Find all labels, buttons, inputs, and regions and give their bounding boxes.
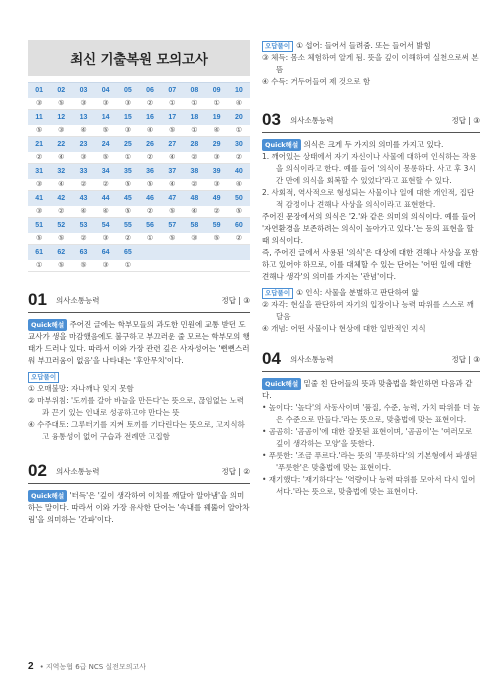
- question-number: 01: [28, 290, 47, 309]
- question-number-cell: 36: [139, 164, 161, 179]
- answer-cell: ④: [161, 179, 183, 191]
- question-number-cell: 23: [72, 137, 94, 152]
- left-column: [28, 40, 250, 526]
- answer-cell: ④: [206, 125, 228, 137]
- question-number-cell: 33: [72, 164, 94, 179]
- option-item: ② 마부위침: '도끼를 갈아 바늘을 만든다'는 뜻으로, 끊임없는 노력과 끈기 있는 인내로 성공하고야 만다는 뜻: [28, 396, 244, 417]
- question-number-cell: 20: [228, 110, 250, 125]
- answer-cell: ⑤: [161, 233, 183, 245]
- question-number-cell: 18: [183, 110, 205, 125]
- question-number-cell: 55: [117, 218, 139, 233]
- question-category: 의사소통능력: [290, 354, 334, 364]
- answer-cell: ③: [50, 125, 72, 137]
- question-category: 의사소통능력: [56, 466, 100, 476]
- question-number: 03: [262, 110, 281, 129]
- answer-cell: ③: [28, 206, 50, 218]
- section-02: [28, 461, 250, 526]
- question-number-cell: 11: [28, 110, 50, 125]
- question-number-cell: 09: [206, 83, 228, 98]
- question-number-cell: 01: [28, 83, 50, 98]
- footer-text: • 지역농협 6급 NCS 실전모의고사: [39, 662, 146, 671]
- answer-table-answer-row: [28, 98, 250, 110]
- answer-cell: ②: [28, 152, 50, 164]
- answer-cell: ①: [28, 260, 50, 272]
- continued-explanation: [262, 40, 480, 88]
- answer-table-answer-row: [28, 125, 250, 137]
- answer-cell: ③: [95, 260, 117, 272]
- question-number-cell: 14: [95, 110, 117, 125]
- answer-cell: ⑤: [28, 125, 50, 137]
- explanation: [262, 139, 480, 335]
- question-number-cell: 56: [139, 218, 161, 233]
- section-header: [28, 290, 250, 313]
- page-footer: [28, 661, 146, 672]
- answer-cell: ⑤: [161, 206, 183, 218]
- explanation-text: 주어진 글에는 학부모들의 과도한 민원에 교통 받던 도교사가 생을 마감했음에도 불구하고 부끄러운 줄 모르는 학부모의 행태가 드러나 있다. 따라서 이와 가장 관련 깊은 사자성어는 '뻔뻔스러워 부끄러움이 없음'을 나타내는 '후안무치'이다.: [28, 320, 250, 365]
- answer-cell: ③: [28, 179, 50, 191]
- answer-table-question-row: [28, 218, 250, 233]
- answer-cell: ②: [50, 206, 72, 218]
- section-04: [262, 349, 480, 498]
- question-number: 02: [28, 461, 47, 480]
- question-number-cell: 21: [28, 137, 50, 152]
- answer-cell: ⑤: [50, 233, 72, 245]
- answer-cell: ④: [72, 206, 94, 218]
- answer-cell: ②: [183, 179, 205, 191]
- answer-cell: ⑤: [72, 260, 94, 272]
- option-item: ④ 수주대토: 그루터기를 지켜 토끼를 기다린다는 뜻으로, 고지식하고 융통성이 없어 구습과 전례만 고집함: [28, 420, 245, 441]
- question-number-cell: 48: [183, 191, 205, 206]
- answer-cell: ②: [228, 233, 250, 245]
- question-number-cell: 30: [228, 137, 250, 152]
- answer-cell: ①: [183, 98, 205, 110]
- question-number-cell: 42: [50, 191, 72, 206]
- bullet-item: • 높이다: '높다'의 사동사이며 '품질, 수준, 능력, 가치 따위를 더 높은 수준으로 만들다.'라는 뜻으로, 맞춤법에 맞는 표현이다.: [262, 403, 481, 424]
- answer-cell: ⑤: [139, 179, 161, 191]
- quick-badge: Quick해설: [28, 490, 67, 502]
- question-number-cell: 38: [183, 164, 205, 179]
- answer-cell: ①: [228, 125, 250, 137]
- quick-badge: Quick해설: [28, 319, 67, 331]
- answer-cell: ③: [28, 98, 50, 110]
- answer-cell: ②: [72, 233, 94, 245]
- answer-label: 정답 | ③: [451, 115, 480, 125]
- bullet-item: • 재기했다: '재기하다'는 '역량이나 능력 따위를 모아서 다시 일어서다.'라는 뜻으로, 맞춤법에 맞는 표현이다.: [262, 475, 476, 496]
- answer-cell: ③: [117, 125, 139, 137]
- question-number-cell: 25: [117, 137, 139, 152]
- question-number-cell: 35: [117, 164, 139, 179]
- answer-table-question-row: [28, 137, 250, 152]
- option-item: ① 섭어: 들어서 들려줌. 또는 들어서 밝힘: [296, 41, 431, 50]
- question-number-cell: 58: [183, 218, 205, 233]
- question-number-cell: 17: [161, 110, 183, 125]
- answer-cell: ①: [117, 260, 139, 272]
- answer-cell: ①: [117, 152, 139, 164]
- answer-cell: ④: [50, 152, 72, 164]
- answer-cell: [206, 260, 228, 272]
- answer-cell: ③: [72, 152, 94, 164]
- question-number-cell: 44: [95, 191, 117, 206]
- question-number-cell: 29: [206, 137, 228, 152]
- explanation: [28, 319, 250, 443]
- answer-table: [28, 82, 250, 272]
- question-number-cell: 08: [183, 83, 205, 98]
- answer-cell: ⑤: [228, 206, 250, 218]
- answer-cell: ②: [206, 206, 228, 218]
- question-number-cell: 10: [228, 83, 250, 98]
- question-number-cell: [228, 245, 250, 260]
- explanation-text: '터득'은 '깊이 생각하여 이치를 깨달아 알아냄'을 의미하는 말이다. 따라서 이와 가장 유사한 단어는 '속내를 꿰뚫어 알아차림'을 의미하는 '간파'이다.: [28, 491, 250, 524]
- answer-cell: ③: [117, 98, 139, 110]
- question-number-cell: 24: [95, 137, 117, 152]
- answer-cell: ②: [139, 206, 161, 218]
- bullet-item: • 푸릇한: '조금 푸르다.'라는 뜻의 '푸릇하다'의 기본형에서 파생된 '푸릇한'은 맞춤법에 맞는 표현이다.: [262, 451, 478, 472]
- answer-cell: ③: [95, 98, 117, 110]
- question-number-cell: 26: [139, 137, 161, 152]
- answer-table-answer-row: [28, 152, 250, 164]
- question-number-cell: [161, 245, 183, 260]
- answer-cell: ⑤: [206, 233, 228, 245]
- question-number-cell: 52: [50, 218, 72, 233]
- answer-cell: [183, 260, 205, 272]
- option-item: ④ 수득: 거두어들여 제 것으로 함: [262, 77, 371, 86]
- question-number-cell: 57: [161, 218, 183, 233]
- paragraph: 즉, 주어진 글에서 사용된 '의식'은 대상에 대한 견해나 사상을 포함하고 있어야 하므로, 이를 대체할 수 있는 단어는 '어떤 일에 대한 견해나 생각'의 의미를 가지는 '관념'이다.: [262, 248, 479, 281]
- answer-cell: ②: [228, 152, 250, 164]
- answer-cell: ⑤: [117, 206, 139, 218]
- answer-table-answer-row: [28, 206, 250, 218]
- question-number: 04: [262, 349, 281, 368]
- section-header: [262, 349, 480, 372]
- answer-table-question-row: [28, 191, 250, 206]
- section-header: [28, 461, 250, 484]
- answer-cell: ①: [183, 125, 205, 137]
- question-number-cell: 45: [117, 191, 139, 206]
- question-number-cell: 51: [28, 218, 50, 233]
- section-header: [262, 110, 480, 133]
- answer-label: 정답 | ③: [451, 354, 480, 364]
- paragraph: 1. 깨어있는 상태에서 자기 자신이나 사물에 대하여 인식하는 작용을 의식이라고 한다. 예를 들어 '의식이 몽롱하다. 사고 후 3시간 만에 의식을 회복할 수 있었다'라고 표현할 수 있다.: [262, 152, 477, 185]
- answer-cell: ①: [139, 233, 161, 245]
- question-number-cell: 12: [50, 110, 72, 125]
- question-number-cell: 19: [206, 110, 228, 125]
- answer-cell: ④: [72, 125, 94, 137]
- question-number-cell: 32: [50, 164, 72, 179]
- wrong-label: 오답풀이: [262, 288, 293, 299]
- answer-cell: ⑤: [28, 233, 50, 245]
- question-number-cell: 43: [72, 191, 94, 206]
- answer-cell: ③: [72, 98, 94, 110]
- answer-cell: [139, 260, 161, 272]
- answer-cell: ②: [139, 98, 161, 110]
- explanation: [28, 490, 250, 526]
- question-number-cell: 40: [228, 164, 250, 179]
- question-number-cell: [206, 245, 228, 260]
- answer-cell: ②: [183, 152, 205, 164]
- right-column: [262, 40, 480, 498]
- answer-cell: ③: [95, 233, 117, 245]
- answer-cell: ⑤: [50, 260, 72, 272]
- quick-badge: Quick해설: [262, 139, 301, 151]
- question-number-cell: 16: [139, 110, 161, 125]
- question-number-cell: 04: [95, 83, 117, 98]
- answer-table-answer-row: [28, 233, 250, 245]
- answer-cell: ⑤: [95, 152, 117, 164]
- question-number-cell: 49: [206, 191, 228, 206]
- page-number: 2: [28, 661, 34, 672]
- answer-cell: ②: [139, 152, 161, 164]
- question-number-cell: 62: [50, 245, 72, 260]
- answer-cell: ⑤: [161, 125, 183, 137]
- question-number-cell: 64: [95, 245, 117, 260]
- answer-label: 정답 | ②: [221, 466, 250, 476]
- answer-cell: ④: [161, 152, 183, 164]
- question-number-cell: 06: [139, 83, 161, 98]
- question-number-cell: 02: [50, 83, 72, 98]
- answer-cell: ③: [183, 233, 205, 245]
- answer-cell: ①: [206, 98, 228, 110]
- question-number-cell: 27: [161, 137, 183, 152]
- question-number-cell: 54: [95, 218, 117, 233]
- question-number-cell: 22: [50, 137, 72, 152]
- question-number-cell: 59: [206, 218, 228, 233]
- question-number-cell: 05: [117, 83, 139, 98]
- question-number-cell: 03: [72, 83, 94, 98]
- bullet-item: • 곰곰히: '곰곰이'에 대한 잘못된 표현이며, '곰곰이'는 '여러모로 깊이 생각하는 모양'을 뜻한다.: [262, 427, 473, 448]
- option-item: ② 자각: 현실을 판단하여 자기의 입장이나 능력 따위를 스스로 깨달음: [262, 300, 474, 321]
- answer-table-answer-row: [28, 179, 250, 191]
- question-number-cell: 07: [161, 83, 183, 98]
- question-number-cell: 15: [117, 110, 139, 125]
- option-item: ① 인식: 사물을 분별하고 판단하여 앎: [296, 288, 419, 297]
- question-number-cell: 13: [72, 110, 94, 125]
- wrong-label: 오답풀이: [28, 372, 59, 383]
- answer-cell: ②: [95, 179, 117, 191]
- answer-cell: [161, 260, 183, 272]
- answer-cell: ④: [50, 179, 72, 191]
- answer-cell: ③: [206, 179, 228, 191]
- answer-cell: ④: [228, 98, 250, 110]
- question-number-cell: 37: [161, 164, 183, 179]
- question-category: 의사소통능력: [290, 115, 334, 125]
- question-number-cell: 65: [117, 245, 139, 260]
- question-number-cell: 34: [95, 164, 117, 179]
- answer-cell: ①: [161, 98, 183, 110]
- explanation: [262, 378, 480, 498]
- question-number-cell: 47: [161, 191, 183, 206]
- question-number-cell: 60: [228, 218, 250, 233]
- option-item: ③ 체득: 몸소 체험하여 알게 됨. 뜻을 깊이 이해하여 실천으로써 본뜸: [262, 53, 479, 74]
- question-number-cell: 46: [139, 191, 161, 206]
- question-number-cell: 39: [206, 164, 228, 179]
- question-number-cell: 50: [228, 191, 250, 206]
- answer-cell: ④: [228, 179, 250, 191]
- question-number-cell: 61: [28, 245, 50, 260]
- question-number-cell: [139, 245, 161, 260]
- question-category: 의사소통능력: [56, 295, 100, 305]
- answer-cell: [228, 260, 250, 272]
- answer-table-answer-row: [28, 260, 250, 272]
- option-item: ④ 개념: 어떤 사물이나 현상에 대한 일반적인 지식: [262, 324, 426, 333]
- page-title: 최신 기출복원 모의고사: [28, 40, 250, 76]
- answer-table-question-row: [28, 110, 250, 125]
- question-number-cell: 31: [28, 164, 50, 179]
- answer-cell: ②: [72, 179, 94, 191]
- paragraph: 주어진 문장에서의 의식은 '2.'와 같은 의미의 의식이다. 예를 들어 '자연환경을 보존하려는 의식이 높아가고 있다.'는 등의 표현을 할 때 의식이다.: [262, 212, 476, 245]
- paragraph: 2. 사회적, 역사적으로 형성되는 사물이나 일에 대한 개인적, 집단적 감정이나 견해나 사상을 의식이라고 표현한다.: [262, 188, 475, 209]
- answer-cell: ④: [139, 125, 161, 137]
- answer-cell: ④: [95, 206, 117, 218]
- question-number-cell: 41: [28, 191, 50, 206]
- answer-cell: ②: [117, 233, 139, 245]
- answer-cell: ④: [183, 206, 205, 218]
- question-number-cell: 28: [183, 137, 205, 152]
- answer-cell: ⑤: [50, 98, 72, 110]
- quick-badge: Quick해설: [262, 378, 301, 390]
- question-number-cell: 53: [72, 218, 94, 233]
- answer-table-question-row: [28, 164, 250, 179]
- explanation-text: 의식은 크게 두 가지의 의미를 가지고 있다.: [303, 140, 444, 149]
- answer-cell: ③: [206, 152, 228, 164]
- answer-cell: ⑤: [95, 125, 117, 137]
- answer-cell: ⑤: [117, 179, 139, 191]
- wrong-label: 오답풀이: [262, 41, 293, 52]
- answer-label: 정답 | ③: [221, 295, 250, 305]
- option-item: ① 오매불망: 자나깨나 잊지 못함: [28, 384, 134, 393]
- explanation-text: 밑줄 친 단어들의 뜻과 맞춤법을 확인하면 다음과 같다.: [262, 379, 473, 400]
- answer-table-question-row: [28, 83, 250, 98]
- question-number-cell: 63: [72, 245, 94, 260]
- section-03: [262, 110, 480, 335]
- section-01: [28, 290, 250, 443]
- answer-table-question-row: [28, 245, 250, 260]
- question-number-cell: [183, 245, 205, 260]
